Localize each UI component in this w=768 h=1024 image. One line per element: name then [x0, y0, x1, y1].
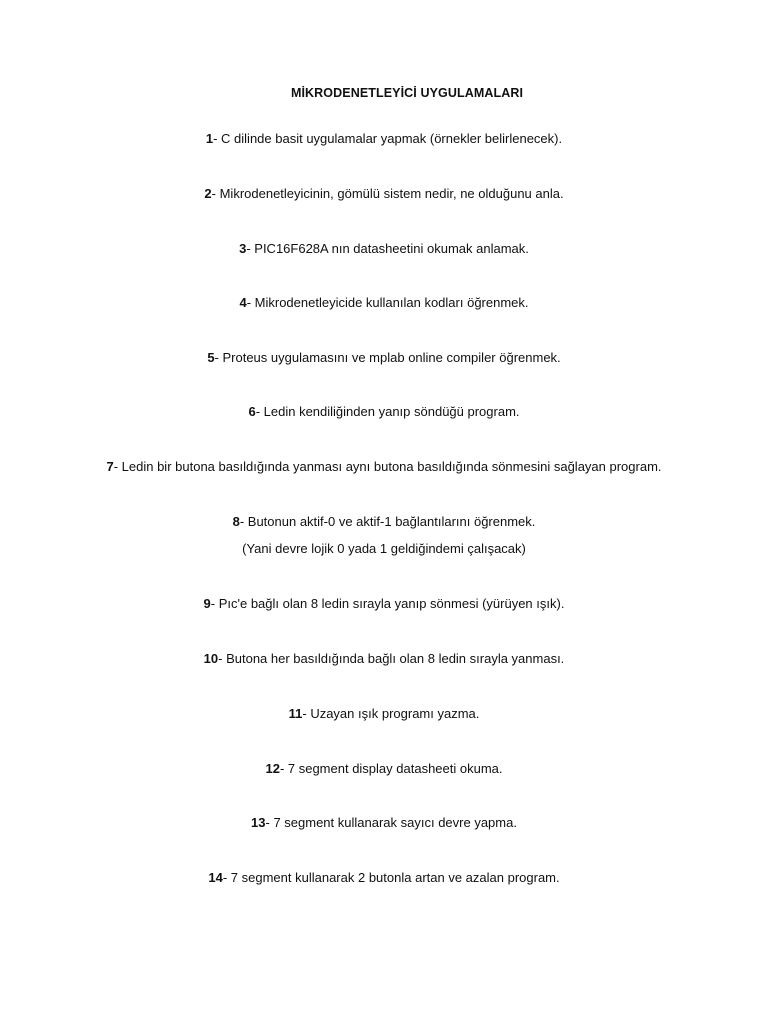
list-item-8-subtext: (Yani devre lojik 0 yada 1 geldiğindemi çalışacak)	[242, 541, 526, 556]
item-number: 13	[251, 815, 266, 830]
list-item-11	[0, 706, 768, 722]
item-number: 2	[204, 186, 212, 201]
list-item-5	[0, 350, 768, 366]
item-text: - Butona her basıldığında bağlı olan 8 ledin sırayla yanması.	[218, 651, 565, 666]
item-number: 7	[106, 459, 114, 474]
item-text: - Pıc'e bağlı olan 8 ledin sırayla yanıp sönmesi (yürüyen ışık).	[210, 596, 565, 611]
item-text: - Butonun aktif-0 ve aktif-1 bağlantılarını öğrenmek.	[239, 514, 536, 529]
item-number: 14	[208, 870, 223, 885]
list-item-13	[0, 815, 768, 831]
list-item-8	[0, 514, 768, 530]
item-text: - Mikrodenetleyicinin, gömülü sistem nedir, ne olduğunu anla.	[211, 186, 564, 201]
item-text: - Proteus uygulamasını ve mplab online compiler öğrenmek.	[214, 350, 561, 365]
item-number: 6	[248, 404, 256, 419]
item-number: 1	[205, 131, 214, 146]
item-text: - Ledin kendiliğinden yanıp söndüğü program.	[255, 404, 520, 419]
list-item-10	[0, 651, 768, 667]
item-text: - PIC16F628A nın datasheetini okumak anlamak.	[246, 241, 529, 256]
item-text: - 7 segment display datasheeti okuma.	[279, 761, 503, 776]
item-text: - 7 segment kullanarak 2 butonla artan ve azalan program.	[222, 870, 560, 885]
list-item-14	[0, 870, 768, 886]
item-number: 5	[207, 350, 215, 365]
document-title: MİKRODENETLEYİCİ UYGULAMALARI	[290, 86, 524, 100]
list-item-2	[0, 186, 768, 202]
list-item-12	[0, 761, 768, 777]
list-item-1	[0, 131, 768, 147]
list-item-6	[0, 404, 768, 420]
item-text: - Uzayan ışık programı yazma.	[302, 706, 480, 721]
item-number: 4	[239, 295, 247, 310]
item-text: - Mikrodenetleyicide kullanılan kodları öğrenmek.	[246, 295, 529, 310]
item-number: 9	[203, 596, 211, 611]
list-item-4	[0, 295, 768, 311]
item-text: - Ledin bir butona basıldığında yanması aynı butona basıldığında sönmesini sağlayan program.	[113, 459, 662, 474]
item-number: 3	[239, 241, 247, 256]
item-number: 12	[265, 761, 280, 776]
item-number: 11	[288, 706, 303, 721]
item-text: - C dilinde basit uygulamalar yapmak (örnekler belirlenecek).	[213, 131, 563, 146]
list-item-9	[0, 596, 768, 612]
item-number: 8	[232, 514, 240, 529]
list-item-7	[0, 459, 768, 475]
list-item-3	[0, 241, 768, 257]
item-number: 10	[203, 651, 219, 666]
item-text: - 7 segment kullanarak sayıcı devre yapma.	[265, 815, 517, 830]
